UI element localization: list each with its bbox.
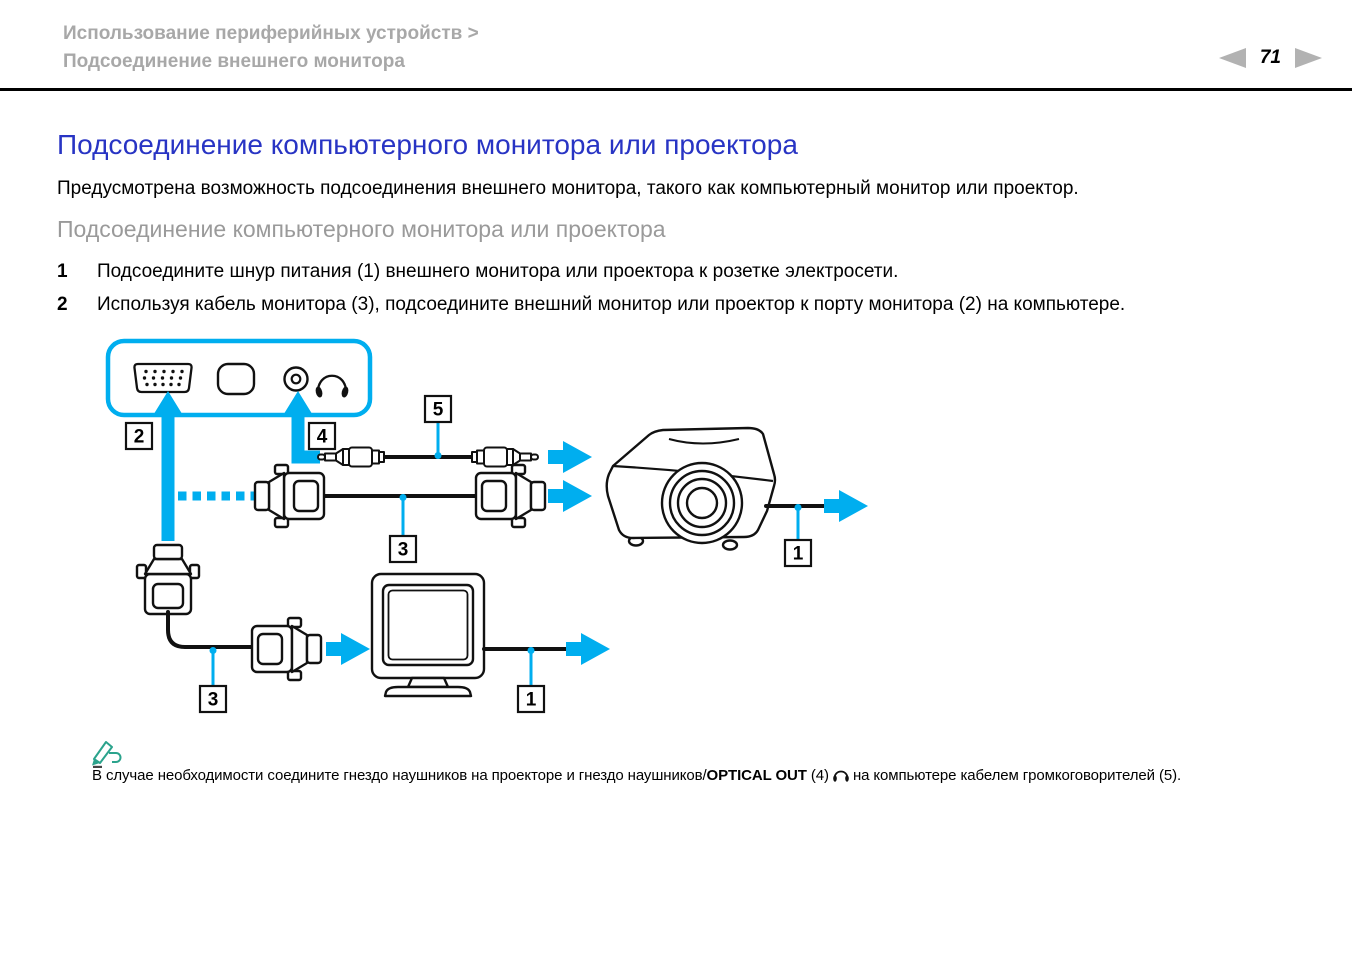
breadcrumb-line2: Подсоединение внешнего монитора <box>63 51 405 72</box>
svg-text:5: 5 <box>432 399 444 421</box>
step-number: 2 <box>57 294 68 315</box>
monitor-cable-top <box>255 465 592 527</box>
next-page-icon[interactable] <box>1295 48 1322 68</box>
step-text: Используя кабель монитора (3), подсоедините внешний монитор или проектор к порту монитора (2) на компьютере. <box>97 294 1126 315</box>
svg-text:2: 2 <box>133 426 145 448</box>
label-power-cord-monitor <box>518 686 544 712</box>
arrow-to-monitor-port <box>152 391 184 541</box>
svg-text:1: 1 <box>792 543 804 565</box>
label-monitor-cable-top <box>390 536 416 562</box>
breadcrumb-line1: Использование периферийных устройств > <box>63 23 479 44</box>
svg-text:3: 3 <box>397 539 409 561</box>
step-number: 1 <box>57 261 68 282</box>
note-bold-optical-out: OPTICAL OUT <box>706 767 807 784</box>
note-text-part2: (4) <box>806 767 829 784</box>
page-number: 71 <box>1259 47 1281 68</box>
note-text-part1: В случае необходимости соедините гнездо наушников на проекторе и гнездо наушников/ <box>92 767 707 784</box>
monitor <box>372 574 610 696</box>
page-header <box>0 0 1352 91</box>
note-text <box>92 766 1181 784</box>
step-item <box>57 259 1125 284</box>
svg-text:1: 1 <box>525 689 537 711</box>
monitor-cable-bottom <box>137 545 370 680</box>
intro-paragraph: Предусмотрена возможность подсоединения внешнего монитора, такого как компьютерный монитор или проектор. <box>57 178 1079 199</box>
steps-list <box>57 259 1125 325</box>
label-headphones-port <box>309 423 335 449</box>
pencil-note-icon <box>90 738 124 768</box>
label-monitor-port <box>126 423 152 449</box>
page-title: Подсоединение компьютерного монитора или проектора <box>57 129 798 160</box>
step-item <box>57 292 1125 317</box>
headphones-icon <box>832 766 850 783</box>
label-power-cord-projector <box>785 540 811 566</box>
note-text-part3: на компьютере кабелем громкоговорителей (5). <box>852 767 1182 784</box>
svg-text:4: 4 <box>316 426 328 448</box>
label-monitor-cable-bottom <box>200 686 226 712</box>
breadcrumb <box>63 20 479 76</box>
svg-text:3: 3 <box>207 689 219 711</box>
section-subtitle: Подсоединение компьютерного монитора или проектора <box>57 216 666 242</box>
prev-page-icon[interactable] <box>1219 48 1246 68</box>
step-text: Подсоедините шнур питания (1) внешнего монитора или проектора к розетке электросети. <box>97 261 899 282</box>
label-speaker-cable <box>425 396 451 422</box>
page-navigation <box>1219 47 1322 69</box>
speaker-cable <box>318 441 592 473</box>
computer-ports-panel <box>108 341 370 415</box>
connection-diagram <box>80 333 880 731</box>
projector <box>607 428 868 550</box>
